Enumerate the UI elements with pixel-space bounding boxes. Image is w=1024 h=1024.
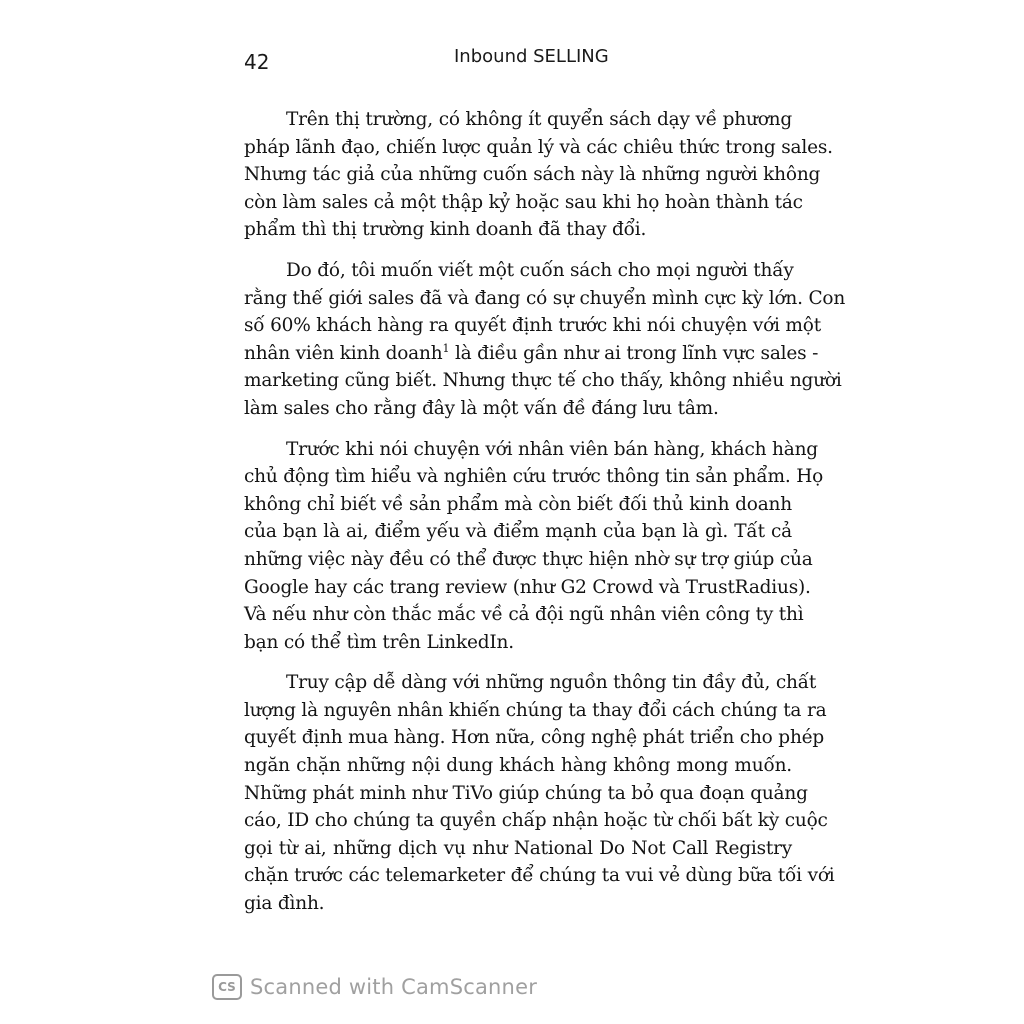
page-number: 42 <box>244 50 270 74</box>
watermark-text: Scanned with CamScanner <box>250 975 538 999</box>
running-title: Inbound SELLING <box>454 46 609 67</box>
text-line: Trước khi nói chuyện với nhân viên bán hàng, khách hàng <box>286 438 818 460</box>
text-line: lượng là nguyên nhân khiến chúng ta thay đổi cách chúng ta ra <box>244 699 827 721</box>
text-line: chủ động tìm hiểu và nghiên cứu trước thông tin sản phẩm. Họ <box>244 466 824 488</box>
camscanner-watermark <box>212 970 537 1004</box>
text-line: gia đình. <box>244 893 325 915</box>
text-line: phẩm thì thị trường kinh doanh đã thay đổi. <box>244 219 647 241</box>
text-line: làm sales cho rằng đây là một vấn đề đáng lưu tâm. <box>244 397 719 419</box>
text-line: cáo, ID cho chúng ta quyền chấp nhận hoặc từ chối bất kỳ cuộc <box>244 810 828 832</box>
text-line: số 60% khách hàng ra quyết định trước khi nói chuyện với một <box>244 315 821 337</box>
text-line: không chỉ biết về sản phẩm mà còn biết đối thủ kinh doanh <box>244 493 792 515</box>
text-line: nhân viên kinh doanh$^1$ là điều gần như ai trong lĩnh vực sales - <box>244 341 819 364</box>
text-line: pháp lãnh đạo, chiến lược quản lý và các chiêu thức trong sales. <box>244 136 833 158</box>
page-header <box>0 44 1024 80</box>
text-line: bạn có thể tìm trên LinkedIn. <box>244 631 514 653</box>
camscanner-logo-icon: CS <box>212 974 242 1000</box>
text-line: còn làm sales cả một thập kỷ hoặc sau khi họ hoàn thành tác <box>244 191 803 213</box>
text-line: Trên thị trường, có không ít quyển sách dạy về phương <box>286 109 792 130</box>
text-line: ngăn chặn những nội dung khách hàng không mong muốn. <box>244 755 792 777</box>
paragraph <box>244 436 824 657</box>
text-line: rằng thế giới sales đã và đang có sự chuyển mình cực kỳ lớn. Con <box>244 287 846 309</box>
text-line: Google hay các trang review (như G2 Crowd và TrustRadius). <box>244 576 811 598</box>
paragraph <box>244 106 833 244</box>
text-line: chặn trước các telemarketer để chúng ta vui vẻ dùng bữa tối với <box>244 865 835 887</box>
text-line: Do đó, tôi muốn viết một cuốn sách cho mọi người thấy <box>286 259 794 281</box>
paragraph <box>244 257 846 423</box>
text-line: những việc này đều có thể được thực hiện nhờ sự trợ giúp của <box>244 548 813 570</box>
text-line: Những phát minh như TiVo giúp chúng ta bỏ qua đoạn quảng <box>244 782 808 804</box>
footnote-marker: 1 <box>442 341 450 355</box>
body-text <box>244 106 846 931</box>
text-line: Truy cập dễ dàng với những nguồn thông tin đầy đủ, chất <box>286 672 817 694</box>
text-line: Nhưng tác giả của những cuốn sách này là những người không <box>244 164 821 186</box>
text-line: Và nếu như còn thắc mắc về cả đội ngũ nhân viên công ty thì <box>244 604 804 626</box>
text-line: của bạn là ai, điểm yếu và điểm mạnh của bạn là gì. Tất cả <box>244 521 792 543</box>
paragraph <box>244 669 835 917</box>
text-line: marketing cũng biết. Nhưng thực tế cho thấy, không nhiều người <box>244 370 842 392</box>
text-line: gọi từ ai, những dịch vụ như National Do Not Call Registry <box>244 837 792 859</box>
text-line: quyết định mua hàng. Hơn nữa, công nghệ phát triển cho phép <box>244 727 825 749</box>
